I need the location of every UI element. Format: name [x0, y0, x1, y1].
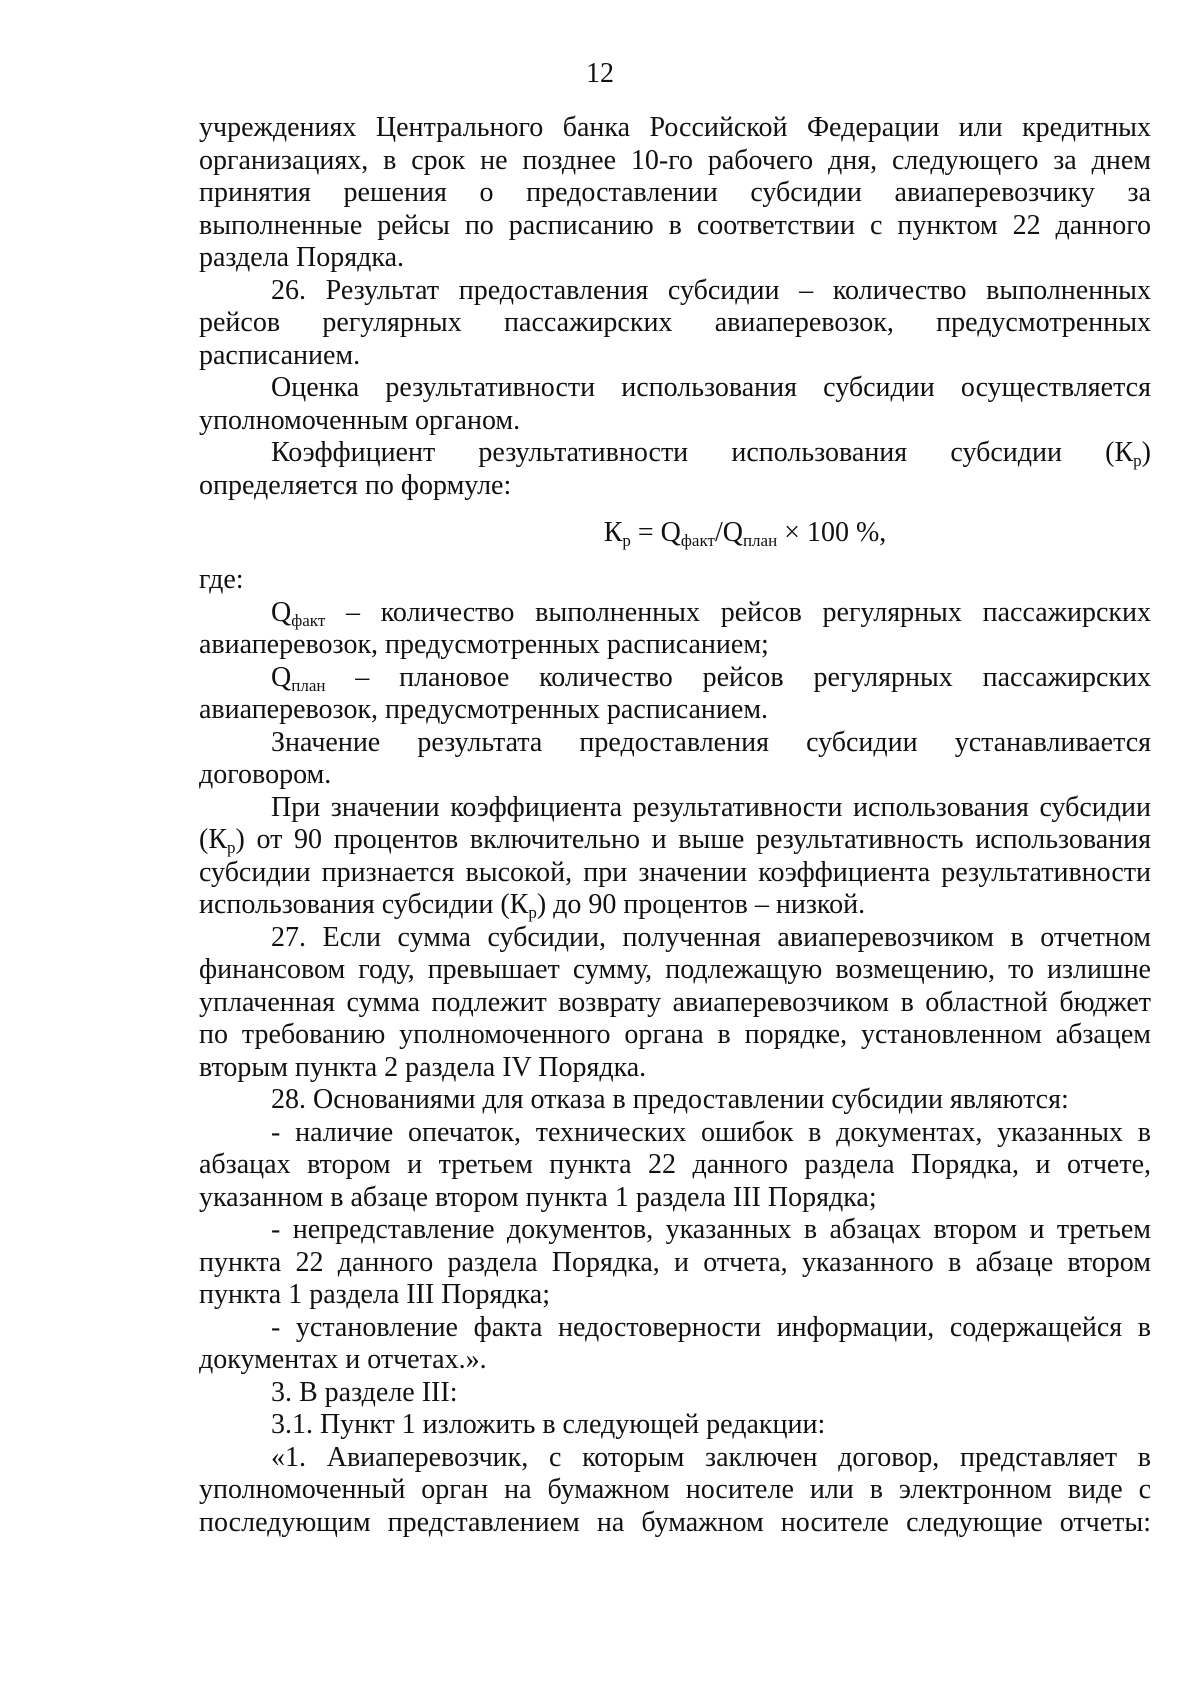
formula-fact-sub: факт: [680, 531, 715, 550]
coefficient-subscript: р: [1133, 451, 1142, 470]
document-body: [199, 112, 1151, 1539]
paragraph-coefficient: [199, 437, 1151, 502]
paragraph-result-value: Значение результата предоставления субсидии устанавливается договором.: [199, 726, 1151, 790]
q-fact-subscript: факт: [291, 610, 326, 630]
thresholds-subscript-1: р: [227, 838, 236, 857]
thresholds-text-a: При значении коэффициента результативности использования субсидии (К: [199, 791, 1151, 855]
paragraph-assessment: Оценка результативности использования субсидии осуществляется уполномоченным органом.: [199, 372, 1151, 436]
paragraph-quote-1: «1. Авиаперевозчик, с которым заключен договор, представляет в уполномоченный орган на бумажном носителе или в электронном виде с последующим представлением на бумажном носителе следующие отчеты:: [199, 1441, 1151, 1538]
coefficient-text-pre: Коэффициент результативности использования субсидии (К: [271, 437, 1134, 468]
formula-plan-sub: план: [742, 531, 778, 550]
formula-tail: × 100 %,: [777, 517, 887, 548]
formula-k: К: [603, 517, 623, 548]
formula-div: /Q: [714, 517, 743, 548]
formula-k-sub: р: [622, 531, 631, 550]
where-label: где:: [199, 564, 244, 595]
paragraph-28: 28. Основаниями для отказа в предоставлении субсидии являются:: [271, 1084, 1069, 1115]
q-plan-subscript: план: [291, 675, 326, 695]
thresholds-subscript-2: р: [528, 903, 537, 922]
q-plan-symbol: Q: [271, 661, 292, 693]
refusal-ground-1: - наличие опечаток, технических ошибок в документах, указанных в абзацах втором и третьем пункта 22 данного раздела Порядка, и отчете, указанном в абзаце втором пункта 1 раздела III Порядка;: [199, 1116, 1151, 1213]
paragraph-thresholds: [199, 792, 1151, 922]
q-fact-text: – количество выполненных рейсов регулярных пассажирских авиаперевозок, предусмотренных расписанием;: [199, 596, 1151, 660]
refusal-ground-3: - установление факта недостоверности информации, содержащейся в документах и отчетах.».: [199, 1311, 1151, 1375]
refusal-ground-2: - непредставление документов, указанных в абзацах втором и третьем пункта 22 данного раздела Порядка, и отчета, указанного в абзаце втором пункта 1 раздела III Порядка;: [199, 1214, 1151, 1310]
thresholds-text-c: ) до 90 процентов – низкой.: [536, 889, 866, 920]
q-fact-symbol: Q: [271, 596, 292, 628]
definition-q-fact: [199, 597, 1151, 662]
paragraph-continuation: учреждениях Центрального банка Российской Федерации или кредитных организациях, в срок не позднее 10-го рабочего дня, следующего за днем принятия решения о предоставлении субсидии авиаперевозчику за выполненные рейсы по расписанию в соответствии с пунктом 22 данного раздела Порядка.: [199, 112, 1151, 273]
page-number: 12: [586, 58, 614, 89]
thresholds-text-b: ) от 90 процентов включительно и выше результативность использования субсидии признается высокой, при значении коэффициента результативности использования субсидии (К: [199, 824, 1151, 920]
paragraph-26: 26. Результат предоставления субсидии – количество выполненных рейсов регулярных пассажирских авиаперевозок, предусмотренных расписанием.: [199, 274, 1151, 371]
formula: [199, 502, 1151, 564]
q-plan-text: – плановое количество рейсов регулярных пассажирских авиаперевозок, предусмотренных расписанием.: [199, 661, 1151, 725]
formula-eq: = Q: [630, 517, 681, 548]
paragraph-3-1: 3.1. Пункт 1 изложить в следующей редакции:: [271, 1409, 826, 1440]
definition-q-plan: [199, 662, 1151, 727]
paragraph-27: 27. Если сумма субсидии, полученная авиаперевозчиком в отчетном финансовом году, превышает сумму, подлежащую возмещению, то излишне уплаченная сумма подлежит возврату авиаперевозчиком в областной бюджет по требованию уполномоченного органа в порядке, установленном абзацем вторым пункта 2 раздела IV Порядка.: [199, 921, 1151, 1083]
coefficient-text-post: ) определяется по формуле:: [199, 437, 1151, 501]
paragraph-section-3: 3. В разделе III:: [271, 1376, 458, 1408]
